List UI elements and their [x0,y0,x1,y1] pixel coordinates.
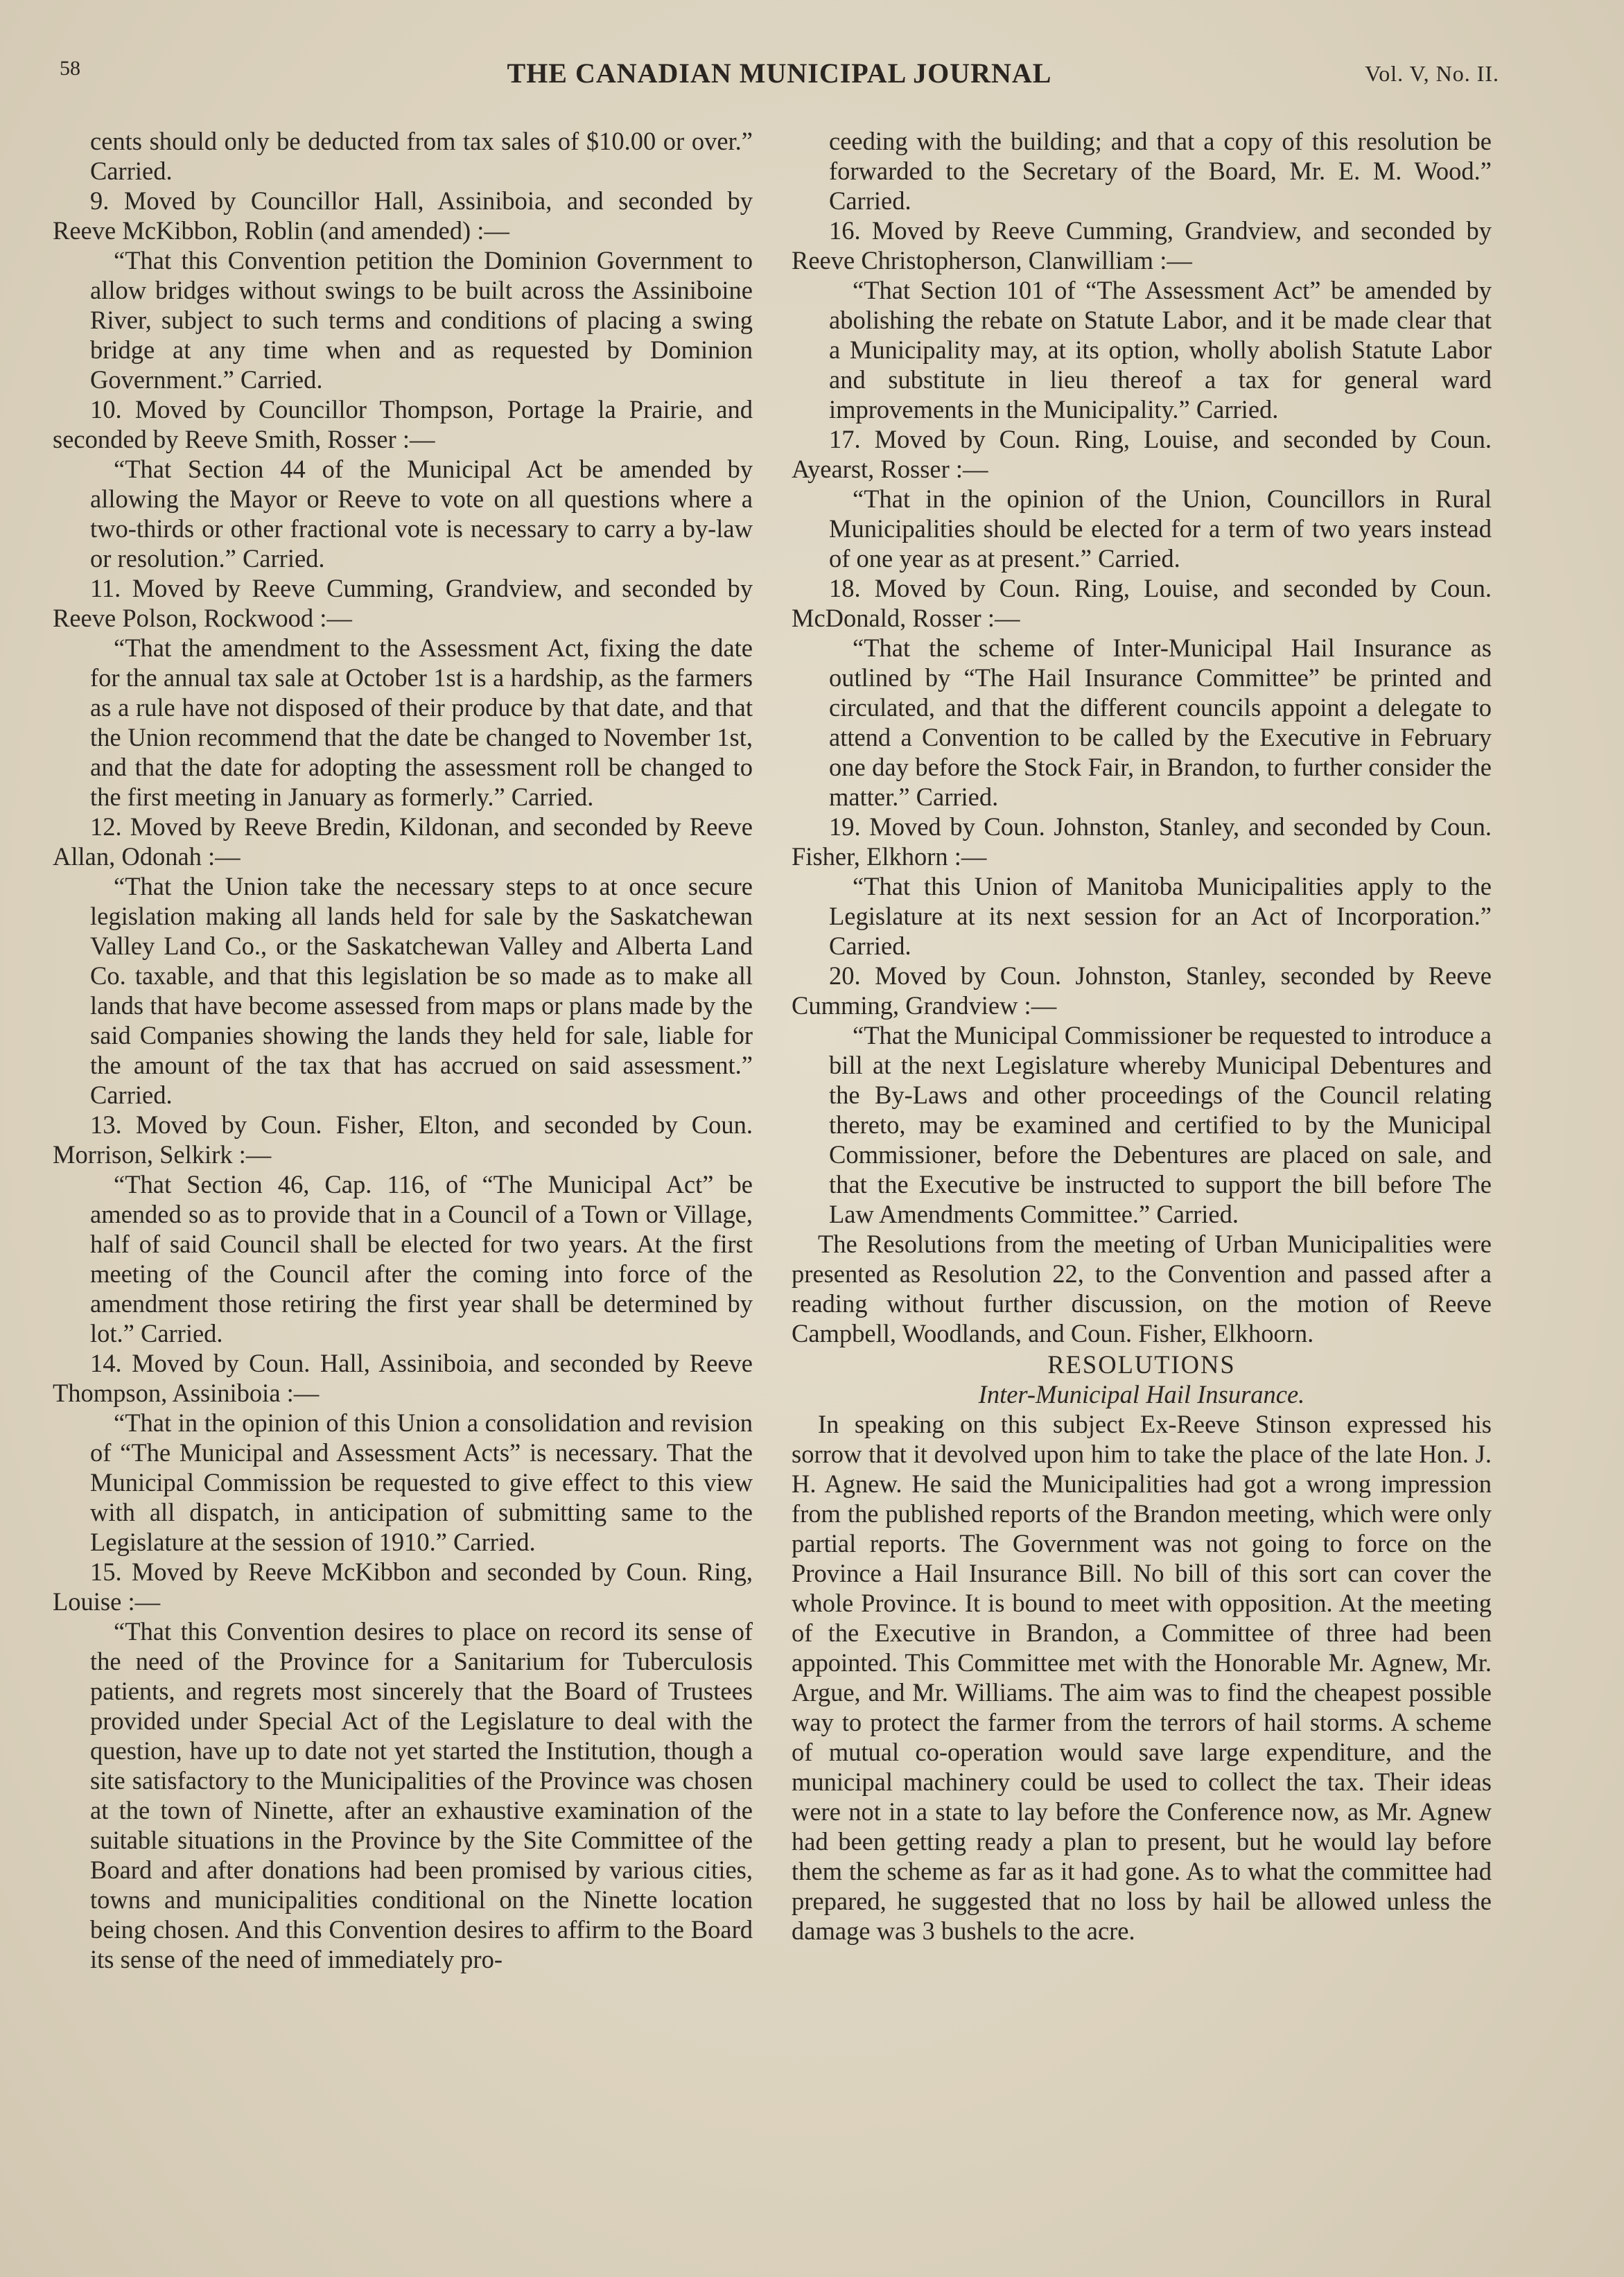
resolution-text: “That this Union of Manitoba Municipalities apply to the Legislature at its next session for an Act of Incorporation.” Carried. [829,872,1492,960]
resolution-text-continued: cents should only be deducted from tax sales of $10.00 or over.” Carried. [90,127,753,185]
resolution-text: “That the Municipal Commissioner be requested to introduce a bill at the next Legislature whereby Municipal Debentures and the By-Laws and other proceedings of the Council relating thereto, may be examined and certified to by the Municipal Commissioner, before the Debentures are placed on sale, and that the Executive be instructed to support the bill before The Law Amendments Committee.” Carried. [829,1021,1492,1228]
motion-paragraph: 11. Moved by Reeve Cumming, Grandview, and seconded by Reeve Polson, Rockwood :— [53,574,753,632]
motion-paragraph: 18. Moved by Coun. Ring, Louise, and seconded by Coun. McDonald, Rosser :— [792,574,1492,632]
resolution-text: “That in the opinion of this Union a consolidation and revision of “The Municipal and Assessment Acts” is necessary. That the Municipal Commission be requested to give effect to this view with all dispatch, in anticipation of submitting same to the Legislature at the session of 1910.” Carried. [90,1408,753,1556]
resolution-text: “That Section 101 of “The Assessment Act” be amended by abolishing the rebate on Statute Labor, and it be made clear that a Municipality may, at its option, wholly abolish Statute Labor and substitute in lieu thereof a tax for general ward improvements in the Municipality.” Carried. [829,276,1492,424]
page-header [60,57,1499,98]
subsection-heading: Inter-Municipal Hail Insurance. [978,1380,1305,1408]
volume-label: Vol. V, No. II. [1365,61,1499,86]
resolution-text: “That the Union take the necessary steps to at once secure legislation making all lands held for sale by the Saskatchewan Valley Land Co., or the Saskatchewan Valley and Alberta Land Co. taxable, and that this legislation be so made as to make all lands that have become assessed from maps or plans made by the said Companies showing the lands they held for sale, liable for the amount of the tax that has accrued on said assessment.” Carried. [90,872,753,1109]
section-heading: RESOLUTIONS [1047,1350,1236,1379]
body-paragraph: The Resolutions from the meeting of Urban Municipalities were presented as Resolution 22, to the Convention and passed after a reading without further discussion, on the motion of Reeve Campbell, Woodlands, and Coun. Fisher, Elkhoorn. [792,1230,1492,1347]
motion-paragraph: 17. Moved by Coun. Ring, Louise, and seconded by Coun. Ayearst, Rosser :— [792,425,1492,483]
motion-paragraph: 20. Moved by Coun. Johnston, Stanley, seconded by Reeve Cumming, Grandview :— [792,961,1492,1020]
motion-paragraph: 15. Moved by Reeve McKibbon and seconded by Coun. Ring, Louise :— [53,1558,753,1616]
motion-paragraph: 9. Moved by Councillor Hall, Assiniboia, and seconded by Reeve McKibbon, Roblin (and amended) :— [53,186,753,245]
motion-paragraph: 14. Moved by Coun. Hall, Assiniboia, and seconded by Reeve Thompson, Assiniboia :— [53,1349,753,1407]
body-paragraph: In speaking on this subject Ex-Reeve Stinson expressed his sorrow that it devolved upon him to take the place of the late Hon. J. H. Agnew. He said the Municipalities had got a wrong impression from the published reports of the Brandon meeting, which were only partial reports. The Government was not going to force on the Province a Hail Insurance Bill. No bill of this sort can cover the whole Province. It is bound to meet with opposition. At the meeting of the Executive in Brandon, a Committee of three had been appointed. This Committee met with the Honorable Mr. Agnew, Mr. Argue, and Mr. Williams. The aim was to find the cheapest possible way to protect the farmer from the terrors of hail storms. A scheme of mutual co-operation would save large expenditure, and the municipal machinery could be used to collect the tax. Their ideas were not in a state to lay before the Conference now, as Mr. Agnew had been getting ready a plan to present, but he would lay before them the scheme as far as it had gone. As to what the committee had prepared, he suggested that no loss by hail be allowed unless the damage was 3 bushels to the acre. [792,1410,1492,1945]
motion-paragraph: 16. Moved by Reeve Cumming, Grandview, and seconded by Reeve Christopherson, Clanwilliam :— [792,216,1492,274]
resolution-text: “That in the opinion of the Union, Councillors in Rural Municipalities should be elected for a term of two years instead of one year as at present.” Carried. [829,485,1492,573]
motion-paragraph: 19. Moved by Coun. Johnston, Stanley, and seconded by Coun. Fisher, Elkhorn :— [792,812,1492,871]
page-number: 58 [60,57,80,80]
resolution-text-continued: ceeding with the building; and that a copy of this resolution be forwarded to the Secretary of the Board, Mr. E. M. Wood.” Carried. [829,127,1492,215]
resolution-text: “That Section 44 of the Municipal Act be amended by allowing the Mayor or Reeve to vote on all questions where a two-thirds or other fractional vote is necessary to carry a by-law or resolution.” Carried. [90,455,753,573]
resolution-text: “That the scheme of Inter-Municipal Hail Insurance as outlined by “The Hail Insurance Committee” be printed and circulated, and that the different councils appoint a delegate to attend a Convention to be called by the Executive in February one day before the Stock Fair, in Brandon, to further consider the matter.” Carried. [829,634,1492,811]
journal-title: THE CANADIAN MUNICIPAL JOURNAL [507,58,1052,89]
resolution-text: “That this Convention petition the Dominion Government to allow bridges without swings to be built across the Assiniboine River, subject to such terms and conditions of placing a swing bridge at any time when and as requested by Dominion Government.” Carried. [90,246,753,394]
right-column [792,126,1492,1946]
left-column [53,126,753,1974]
motion-paragraph: 10. Moved by Councillor Thompson, Portage la Prairie, and seconded by Reeve Smith, Rosser :— [53,395,753,453]
resolution-text: “That Section 46, Cap. 116, of “The Municipal Act” be amended so as to provide that in a Council of a Town or Village, half of said Council shall be elected for two years. At the first meeting of the Council after the coming into force of the amendment those retiring the first year shall be determined by lot.” Carried. [90,1170,753,1347]
resolution-text: “That this Convention desires to place on record its sense of the need of the Province for a Sanitarium for Tuberculosis patients, and regrets most sincerely that the Board of Trustees provided under Special Act of the Legislature to deal with the question, have up to date not yet started the Institution, though a site satisfactory to the Municipalities of the Province was chosen at the town of Ninette, after an exhaustive examination of the suitable situations in the Province by the Site Committee of the Board and after donations had been promised by various cities, towns and municipalities conditional on the Ninette location being chosen. And this Convention desires to affirm to the Board its sense of the need of immediately pro- [90,1617,753,1973]
resolution-text: “That the amendment to the Assessment Act, fixing the date for the annual tax sale at October 1st is a hardship, as the farmers as a rule have not disposed of their produce by that date, and that the Union recommend that the date be changed to November 1st, and that the date for adopting the assessment roll be changed to the first meeting in January as formerly.” Carried. [90,634,753,811]
motion-paragraph: 12. Moved by Reeve Bredin, Kildonan, and seconded by Reeve Allan, Odonah :— [53,812,753,871]
motion-paragraph: 13. Moved by Coun. Fisher, Elton, and seconded by Coun. Morrison, Selkirk :— [53,1110,753,1169]
